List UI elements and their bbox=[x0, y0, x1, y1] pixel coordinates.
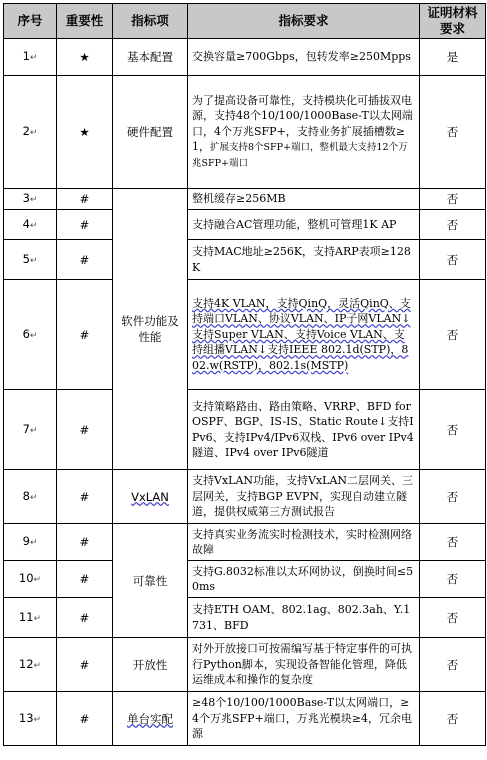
row-proof: 否 bbox=[420, 390, 486, 470]
group-software: 软件功能及性能 bbox=[113, 189, 188, 470]
row-importance: # bbox=[57, 524, 113, 561]
row-proof: 否 bbox=[420, 598, 486, 638]
header-item: 指标项 bbox=[113, 4, 188, 39]
table-row bbox=[4, 692, 486, 746]
table-row bbox=[4, 240, 486, 280]
row-proof: 否 bbox=[420, 76, 486, 189]
row-requirement: 为了提高设备可靠性，支持模块化可插拔双电源，支持48个10/100/1000Base-T以太网端口，4个万兆SFP+，支持业务扩展插槽数≥1，扩展支持8个SFP+端口，整机最大支持12个万兆SFP+端口 bbox=[188, 76, 420, 189]
row-no: 7↵ bbox=[4, 390, 57, 470]
row-no: 3↵ bbox=[4, 189, 57, 210]
row-requirement: 交换容量≥700Gbps，包转发率≥250Mpps bbox=[188, 39, 420, 76]
row-proof: 否 bbox=[420, 470, 486, 524]
row-requirement: 支持真实业务流实时检测技术，实时检测网络故障 bbox=[188, 524, 420, 561]
row-item: 基本配置 bbox=[113, 39, 188, 76]
header-no: 序号 bbox=[4, 4, 57, 39]
row-no: 4↵ bbox=[4, 210, 57, 240]
row-proof: 否 bbox=[420, 638, 486, 692]
table-row bbox=[4, 561, 486, 598]
table-row bbox=[4, 189, 486, 210]
row-no: 11↵ bbox=[4, 598, 57, 638]
table-row bbox=[4, 524, 486, 561]
group-reliability: 可靠性 bbox=[113, 524, 188, 638]
row-requirement: 支持4K VLAN，支持QinQ，灵活QinQ、支持端口VLAN、协议VLAN、IP子网VLAN↓支持Super VLAN、支持Voice VLAN、支持组播VLAN↓支持IEEE 802.1d(STP)，802.w(RSTP)，802.1s(MSTP) bbox=[188, 280, 420, 390]
table-row bbox=[4, 280, 486, 390]
row-requirement: 整机缓存≥256MB bbox=[188, 189, 420, 210]
row-requirement: 支持ETH OAM、802.1ag、802.3ah、Y.1731、BFD bbox=[188, 598, 420, 638]
row-no: 6↵ bbox=[4, 280, 57, 390]
row-importance: # bbox=[57, 638, 113, 692]
row-proof: 否 bbox=[420, 189, 486, 210]
row-no: 1↵ bbox=[4, 39, 57, 76]
row-importance: # bbox=[57, 470, 113, 524]
row-importance: # bbox=[57, 280, 113, 390]
row-proof: 否 bbox=[420, 561, 486, 598]
row-importance: # bbox=[57, 240, 113, 280]
row-importance: # bbox=[57, 598, 113, 638]
spec-document bbox=[3, 3, 485, 746]
row-requirement: 对外开放接口可按需编写基于特定事件的可执行Python脚本，实现设备智能化管理，降低运维成本和操作的复杂度 bbox=[188, 638, 420, 692]
spec-table bbox=[3, 3, 486, 746]
table-row bbox=[4, 39, 486, 76]
row-proof: 否 bbox=[420, 280, 486, 390]
row-no: 10↵ bbox=[4, 561, 57, 598]
table-row bbox=[4, 598, 486, 638]
row-requirement: 支持融合AC管理功能，整机可管理1K AP bbox=[188, 210, 420, 240]
row-no: 8↵ bbox=[4, 470, 57, 524]
row-no: 9↵ bbox=[4, 524, 57, 561]
row-requirement: 支持MAC地址≥256K，支持ARP表项≥128K bbox=[188, 240, 420, 280]
table-row bbox=[4, 390, 486, 470]
row-requirement: 支持策略路由、路由策略、VRRP、BFD for OSPF、BGP、IS-IS、Static Route↓支持IPv6、支持IPv4/IPv6双栈、IPv6 over IPv4隧道、IPv4 over IPv6隧道 bbox=[188, 390, 420, 470]
row-importance: # bbox=[57, 390, 113, 470]
row-importance: # bbox=[57, 692, 113, 746]
header-row bbox=[4, 4, 486, 39]
row-importance: # bbox=[57, 561, 113, 598]
row-item: VxLAN bbox=[113, 470, 188, 524]
row-requirement: ≥48个10/100/1000Base-T以太网端口，≥4个万兆SFP+端口，万兆光模块≥4，冗余电源 bbox=[188, 692, 420, 746]
header-importance: 重要性 bbox=[57, 4, 113, 39]
table-row bbox=[4, 76, 486, 189]
row-no: 13↵ bbox=[4, 692, 57, 746]
row-requirement-note: 扩展支持8个SFP+端口，整机最大支持12个万兆SFP+端口 bbox=[192, 142, 408, 170]
row-proof: 否 bbox=[420, 524, 486, 561]
row-item: 硬件配置 bbox=[113, 76, 188, 189]
table-row bbox=[4, 470, 486, 524]
row-importance: ★ bbox=[57, 76, 113, 189]
row-no: 2↵ bbox=[4, 76, 57, 189]
row-no: 12↵ bbox=[4, 638, 57, 692]
row-importance: # bbox=[57, 210, 113, 240]
row-proof: 是 bbox=[420, 39, 486, 76]
row-proof: 否 bbox=[420, 692, 486, 746]
table-row bbox=[4, 210, 486, 240]
row-no: 5↵ bbox=[4, 240, 57, 280]
header-proof: 证明材料要求 bbox=[420, 4, 486, 39]
table-row bbox=[4, 638, 486, 692]
row-requirement: 支持G.8032标准以太环网协议，倒换时间≤50ms bbox=[188, 561, 420, 598]
row-proof: 否 bbox=[420, 240, 486, 280]
row-importance: # bbox=[57, 189, 113, 210]
row-proof: 否 bbox=[420, 210, 486, 240]
row-requirement: 支持VxLAN功能，支持VxLAN二层网关、三层网关，支持BGP EVPN，实现自动建立隧道，提供权威第三方测试报告 bbox=[188, 470, 420, 524]
row-item: 单台实配 bbox=[113, 692, 188, 746]
header-requirement: 指标要求 bbox=[188, 4, 420, 39]
row-importance: ★ bbox=[57, 39, 113, 76]
row-item: 开放性 bbox=[113, 638, 188, 692]
